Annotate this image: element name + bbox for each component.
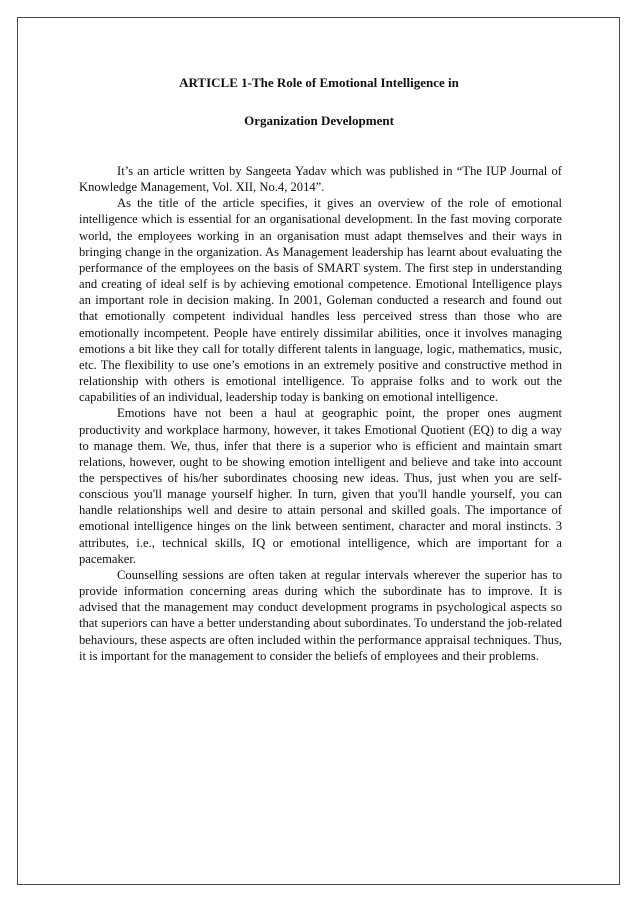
article-subtitle: Organization Development <box>244 113 394 128</box>
paragraph-counselling: Counselling sessions are often taken at regular intervals wherever the superior has to provide information concerning areas during which the subordinate has to improve. It is advised that the management may conduct development programs in psychological aspects so that superiors can have a better understanding about subordinates. To understand the job-related behaviours, these aspects are often included within the performance appraisal techniques. Thus, it is important for the management to consider the beliefs of employees and their problems. <box>79 567 562 663</box>
article-title: ARTICLE 1-The Role of Emotional Intelligence in <box>179 75 459 90</box>
paragraph-citation: It’s an article written by Sangeeta Yadav which was published in “The IUP Journal of Knowledge Management, Vol. XII, No.4, 2014”. <box>79 164 562 195</box>
paragraph-overview: As the title of the article specifies, it gives an overview of the role of emotional intelligence which is essential for an organisational development. In the fast moving corporate world, the employees working in an organisation must adapt themselves and their ways in bringing change in the organization. As Management leadership has learnt about evaluating the performance of the employees on the basis of SMART system. The first step in understanding and creating of ideal self is by achieving emotional competence. Emotional Intelligence plays an important role in decision making. In 2001, Goleman conducted a research and found out that emotionally competent individual handles less perceived stress than those who are emotionally incompetent. People have entirely dissimilar abilities, once it involves managing emotions a bit like they call for totally different talents in language, logic, mathematics, music, etc. The flexibility to use one’s emotions in an extremely positive and constructive method in relationship with others is emotional intelligence. To appraise folks and to work out the capabilities of an individual, leadership today is banking on emotional intelligence. <box>79 196 562 405</box>
article-body <box>79 163 562 664</box>
paragraph-emotions: Emotions have not been a haul at geographic point, the proper ones augment productivity and workplace harmony, however, it takes Emotional Quotient (EQ) to dig a way to manage them. We, thus, infer that there is a superior who is efficient and maintain smart relations, however, ought to be showing emotion intelligent and believe and take into account the perspectives of his/her subordinates choosing new ideas. Thus, just when you are self-conscious you'll manage yourself higher. In turn, given that you'll handle yourself, you can handle relationships well and desire to attain personal and skilled goals. The importance of emotional intelligence hinges on the link between sentiment, character and moral instincts. 3 attributes, i.e., technical skills, IQ or emotional intelligence, which are important for a pacemaker. <box>79 406 562 566</box>
